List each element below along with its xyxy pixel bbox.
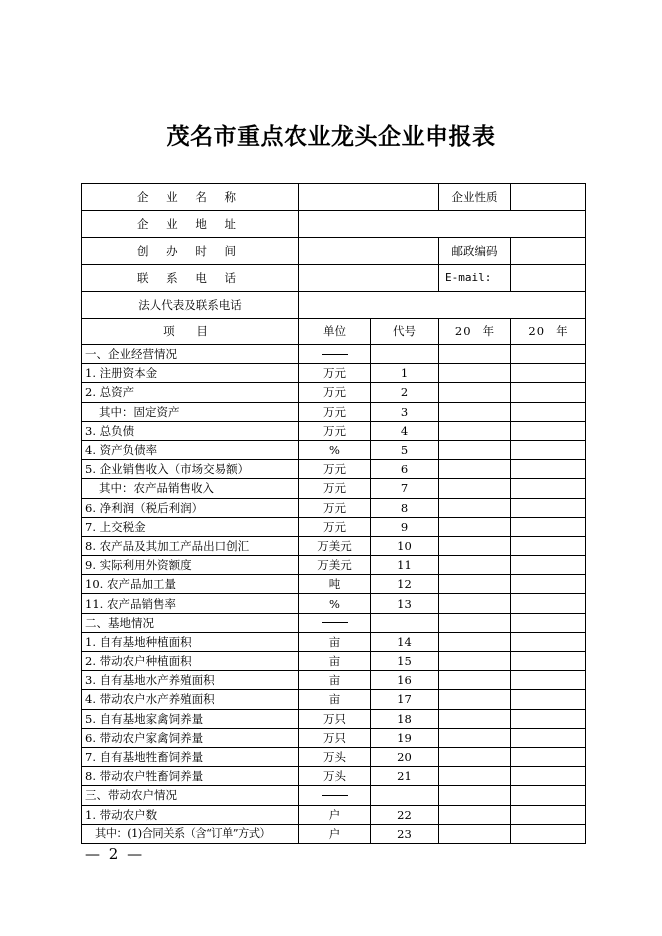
row-code-22: 21 bbox=[371, 767, 439, 786]
row-year2-value-7[interactable] bbox=[511, 479, 586, 498]
info-row bbox=[82, 211, 586, 238]
dash-mark-icon bbox=[322, 622, 348, 623]
table-row bbox=[82, 728, 586, 747]
row-year2-value-4[interactable] bbox=[511, 421, 586, 440]
row-item-label-9: 7. 上交税金 bbox=[82, 517, 299, 536]
row-unit-11: 万美元 bbox=[299, 556, 371, 575]
table-row bbox=[82, 805, 586, 824]
section-header-row bbox=[82, 345, 586, 364]
info-row bbox=[82, 265, 586, 292]
info-row bbox=[82, 238, 586, 265]
table-row bbox=[82, 767, 586, 786]
row-code-24: 22 bbox=[371, 805, 439, 824]
row-year2-value-25[interactable] bbox=[511, 824, 586, 843]
info-row-side-value-3[interactable] bbox=[511, 265, 586, 292]
row-year2-value-6[interactable] bbox=[511, 460, 586, 479]
row-year1-value-10[interactable] bbox=[439, 536, 511, 555]
row-year2-value-9[interactable] bbox=[511, 517, 586, 536]
info-row-value-1[interactable] bbox=[299, 211, 586, 238]
row-item-label-5: 4. 资产负债率 bbox=[82, 440, 299, 459]
info-row-side-value-0[interactable] bbox=[511, 184, 586, 211]
application-form-table bbox=[81, 183, 586, 844]
column-header-item: 项 目 bbox=[82, 319, 299, 345]
row-unit-16: 亩 bbox=[299, 652, 371, 671]
row-item-label-11: 9. 实际利用外资额度 bbox=[82, 556, 299, 575]
row-item-label-24: 1. 带动农户数 bbox=[82, 805, 299, 824]
row-unit-10: 万美元 bbox=[299, 536, 371, 555]
row-year1-value-15[interactable] bbox=[439, 632, 511, 651]
row-year2-value-22[interactable] bbox=[511, 767, 586, 786]
table-row bbox=[82, 517, 586, 536]
table-row bbox=[82, 479, 586, 498]
table-row bbox=[82, 440, 586, 459]
row-year2-value-5[interactable] bbox=[511, 440, 586, 459]
row-year2-value-21[interactable] bbox=[511, 747, 586, 766]
info-row-side-label-3: E-mail: bbox=[439, 265, 511, 292]
row-unit-2: 万元 bbox=[299, 383, 371, 402]
table-row bbox=[82, 421, 586, 440]
row-code-0 bbox=[371, 345, 439, 364]
table-row bbox=[82, 594, 586, 613]
row-code-23 bbox=[371, 786, 439, 805]
row-item-label-8: 6. 净利润（税后利润） bbox=[82, 498, 299, 517]
row-year1-value-21[interactable] bbox=[439, 747, 511, 766]
row-year1-value-1[interactable] bbox=[439, 364, 511, 383]
row-year1-value-19[interactable] bbox=[439, 709, 511, 728]
form-table-body bbox=[82, 184, 586, 844]
row-year1-value-17[interactable] bbox=[439, 671, 511, 690]
row-year1-value-11[interactable] bbox=[439, 556, 511, 575]
row-year1-value-18[interactable] bbox=[439, 690, 511, 709]
row-code-21: 20 bbox=[371, 747, 439, 766]
row-code-12: 12 bbox=[371, 575, 439, 594]
row-year1-value-25[interactable] bbox=[439, 824, 511, 843]
row-item-label-0: 一、企业经营情况 bbox=[82, 345, 299, 364]
row-item-label-23: 三、带动农户情况 bbox=[82, 786, 299, 805]
row-code-7: 7 bbox=[371, 479, 439, 498]
row-item-label-6: 5. 企业销售收入（市场交易额） bbox=[82, 460, 299, 479]
table-row bbox=[82, 460, 586, 479]
row-unit-18: 亩 bbox=[299, 690, 371, 709]
info-row-value-4[interactable] bbox=[299, 292, 586, 319]
info-row-label-1: 企 业 地 址 bbox=[82, 211, 299, 238]
info-row-label-3: 联 系 电 话 bbox=[82, 265, 299, 292]
row-item-label-19: 5. 自有基地家禽饲养量 bbox=[82, 709, 299, 728]
row-code-8: 8 bbox=[371, 498, 439, 517]
row-year1-value-8[interactable] bbox=[439, 498, 511, 517]
row-year1-value-5[interactable] bbox=[439, 440, 511, 459]
row-code-10: 10 bbox=[371, 536, 439, 555]
row-item-label-15: 1. 自有基地种植面积 bbox=[82, 632, 299, 651]
info-row-label-2: 创 办 时 间 bbox=[82, 238, 299, 265]
row-unit-7: 万元 bbox=[299, 479, 371, 498]
row-year1-value-2[interactable] bbox=[439, 383, 511, 402]
row-year1-value-9[interactable] bbox=[439, 517, 511, 536]
row-year2-value-23[interactable] bbox=[511, 786, 586, 805]
row-unit-22: 万头 bbox=[299, 767, 371, 786]
row-year2-value-17[interactable] bbox=[511, 671, 586, 690]
row-year2-value-19[interactable] bbox=[511, 709, 586, 728]
row-unit-14 bbox=[299, 613, 371, 632]
page-number-footer: — 2 — bbox=[85, 845, 145, 863]
table-row bbox=[82, 383, 586, 402]
row-year2-value-11[interactable] bbox=[511, 556, 586, 575]
row-year1-value-16[interactable] bbox=[439, 652, 511, 671]
info-row bbox=[82, 184, 586, 211]
row-item-label-3: 其中：固定资产 bbox=[82, 402, 299, 421]
row-year1-value-23[interactable] bbox=[439, 786, 511, 805]
row-year2-value-14[interactable] bbox=[511, 613, 586, 632]
row-year2-value-2[interactable] bbox=[511, 383, 586, 402]
row-year2-value-3[interactable] bbox=[511, 402, 586, 421]
row-code-3: 3 bbox=[371, 402, 439, 421]
table-row bbox=[82, 671, 586, 690]
info-row bbox=[82, 292, 586, 319]
row-year1-value-3[interactable] bbox=[439, 402, 511, 421]
info-row-value-0[interactable] bbox=[299, 184, 439, 211]
row-year2-value-16[interactable] bbox=[511, 652, 586, 671]
row-year2-value-15[interactable] bbox=[511, 632, 586, 651]
table-row bbox=[82, 575, 586, 594]
row-year2-value-20[interactable] bbox=[511, 728, 586, 747]
section-header-row bbox=[82, 786, 586, 805]
row-year1-value-13[interactable] bbox=[439, 594, 511, 613]
info-row-side-label-0: 企业性质 bbox=[439, 184, 511, 211]
row-unit-5: % bbox=[299, 440, 371, 459]
row-code-13: 13 bbox=[371, 594, 439, 613]
column-header-code: 代号 bbox=[371, 319, 439, 345]
row-year1-value-12[interactable] bbox=[439, 575, 511, 594]
row-year2-value-24[interactable] bbox=[511, 805, 586, 824]
row-unit-8: 万元 bbox=[299, 498, 371, 517]
row-item-label-21: 7. 自有基地牲畜饲养量 bbox=[82, 747, 299, 766]
row-item-label-7: 其中：农产品销售收入 bbox=[82, 479, 299, 498]
row-unit-24: 户 bbox=[299, 805, 371, 824]
row-unit-25: 户 bbox=[299, 824, 371, 843]
row-year1-value-6[interactable] bbox=[439, 460, 511, 479]
row-year1-value-20[interactable] bbox=[439, 728, 511, 747]
row-year2-value-12[interactable] bbox=[511, 575, 586, 594]
row-item-label-14: 二、基地情况 bbox=[82, 613, 299, 632]
page-title: 茂名市重点农业龙头企业申报表 bbox=[166, 123, 496, 150]
row-unit-20: 万只 bbox=[299, 728, 371, 747]
table-row bbox=[82, 632, 586, 651]
row-item-label-18: 4. 带动农户水产养殖面积 bbox=[82, 690, 299, 709]
dash-mark-icon bbox=[322, 795, 348, 796]
row-unit-9: 万元 bbox=[299, 517, 371, 536]
column-header-year-1: 20 年 bbox=[439, 319, 511, 345]
row-item-label-13: 11. 农产品销售率 bbox=[82, 594, 299, 613]
row-code-4: 4 bbox=[371, 421, 439, 440]
row-item-label-16: 2. 带动农户种植面积 bbox=[82, 652, 299, 671]
table-row bbox=[82, 652, 586, 671]
row-code-14 bbox=[371, 613, 439, 632]
row-item-label-10: 8. 农产品及其加工产品出口创汇 bbox=[82, 536, 299, 555]
row-year1-value-24[interactable] bbox=[439, 805, 511, 824]
row-unit-12: 吨 bbox=[299, 575, 371, 594]
row-item-label-12: 10. 农产品加工量 bbox=[82, 575, 299, 594]
row-code-20: 19 bbox=[371, 728, 439, 747]
row-unit-23 bbox=[299, 786, 371, 805]
row-item-label-2: 2. 总资产 bbox=[82, 383, 299, 402]
column-header-unit: 单位 bbox=[299, 319, 371, 345]
table-row bbox=[82, 556, 586, 575]
row-item-label-20: 6. 带动农户家禽饲养量 bbox=[82, 728, 299, 747]
row-unit-0 bbox=[299, 345, 371, 364]
row-item-label-4: 3. 总负债 bbox=[82, 421, 299, 440]
row-unit-13: % bbox=[299, 594, 371, 613]
table-row bbox=[82, 747, 586, 766]
info-row-value-3[interactable] bbox=[299, 265, 439, 292]
row-year2-value-13[interactable] bbox=[511, 594, 586, 613]
row-unit-21: 万头 bbox=[299, 747, 371, 766]
table-row bbox=[82, 498, 586, 517]
row-code-19: 18 bbox=[371, 709, 439, 728]
row-year2-value-8[interactable] bbox=[511, 498, 586, 517]
section-header-row bbox=[82, 613, 586, 632]
row-item-label-25: 其中：(1)合同关系（含“订单”方式） bbox=[82, 824, 299, 843]
table-row bbox=[82, 364, 586, 383]
row-unit-6: 万元 bbox=[299, 460, 371, 479]
row-year1-value-22[interactable] bbox=[439, 767, 511, 786]
row-code-16: 15 bbox=[371, 652, 439, 671]
row-code-11: 11 bbox=[371, 556, 439, 575]
row-year1-value-0[interactable] bbox=[439, 345, 511, 364]
info-row-side-label-2: 邮政编码 bbox=[439, 238, 511, 265]
info-row-side-value-2[interactable] bbox=[511, 238, 586, 265]
table-header-row bbox=[82, 319, 586, 345]
table-row bbox=[82, 824, 586, 843]
row-code-25: 23 bbox=[371, 824, 439, 843]
row-year2-value-18[interactable] bbox=[511, 690, 586, 709]
row-year1-value-4[interactable] bbox=[439, 421, 511, 440]
column-header-year-2: 20 年 bbox=[511, 319, 586, 345]
info-row-label-4: 法人代表及联系电话 bbox=[82, 292, 299, 319]
row-code-18: 17 bbox=[371, 690, 439, 709]
row-year1-value-7[interactable] bbox=[439, 479, 511, 498]
row-code-6: 6 bbox=[371, 460, 439, 479]
row-item-label-1: 1. 注册资本金 bbox=[82, 364, 299, 383]
row-code-15: 14 bbox=[371, 632, 439, 651]
row-unit-19: 万只 bbox=[299, 709, 371, 728]
table-row bbox=[82, 536, 586, 555]
row-item-label-22: 8. 带动农户牲畜饲养量 bbox=[82, 767, 299, 786]
row-unit-17: 亩 bbox=[299, 671, 371, 690]
row-code-5: 5 bbox=[371, 440, 439, 459]
row-unit-15: 亩 bbox=[299, 632, 371, 651]
row-year1-value-14[interactable] bbox=[439, 613, 511, 632]
table-row bbox=[82, 402, 586, 421]
row-unit-4: 万元 bbox=[299, 421, 371, 440]
info-row-value-2[interactable] bbox=[299, 238, 439, 265]
row-code-17: 16 bbox=[371, 671, 439, 690]
table-row bbox=[82, 709, 586, 728]
info-row-label-0: 企 业 名 称 bbox=[82, 184, 299, 211]
row-unit-1: 万元 bbox=[299, 364, 371, 383]
table-row bbox=[82, 690, 586, 709]
row-code-1: 1 bbox=[371, 364, 439, 383]
row-unit-3: 万元 bbox=[299, 402, 371, 421]
row-year2-value-1[interactable] bbox=[511, 364, 586, 383]
row-year2-value-0[interactable] bbox=[511, 345, 586, 364]
row-year2-value-10[interactable] bbox=[511, 536, 586, 555]
dash-mark-icon bbox=[322, 354, 348, 355]
row-code-2: 2 bbox=[371, 383, 439, 402]
row-item-label-17: 3. 自有基地水产养殖面积 bbox=[82, 671, 299, 690]
row-code-9: 9 bbox=[371, 517, 439, 536]
